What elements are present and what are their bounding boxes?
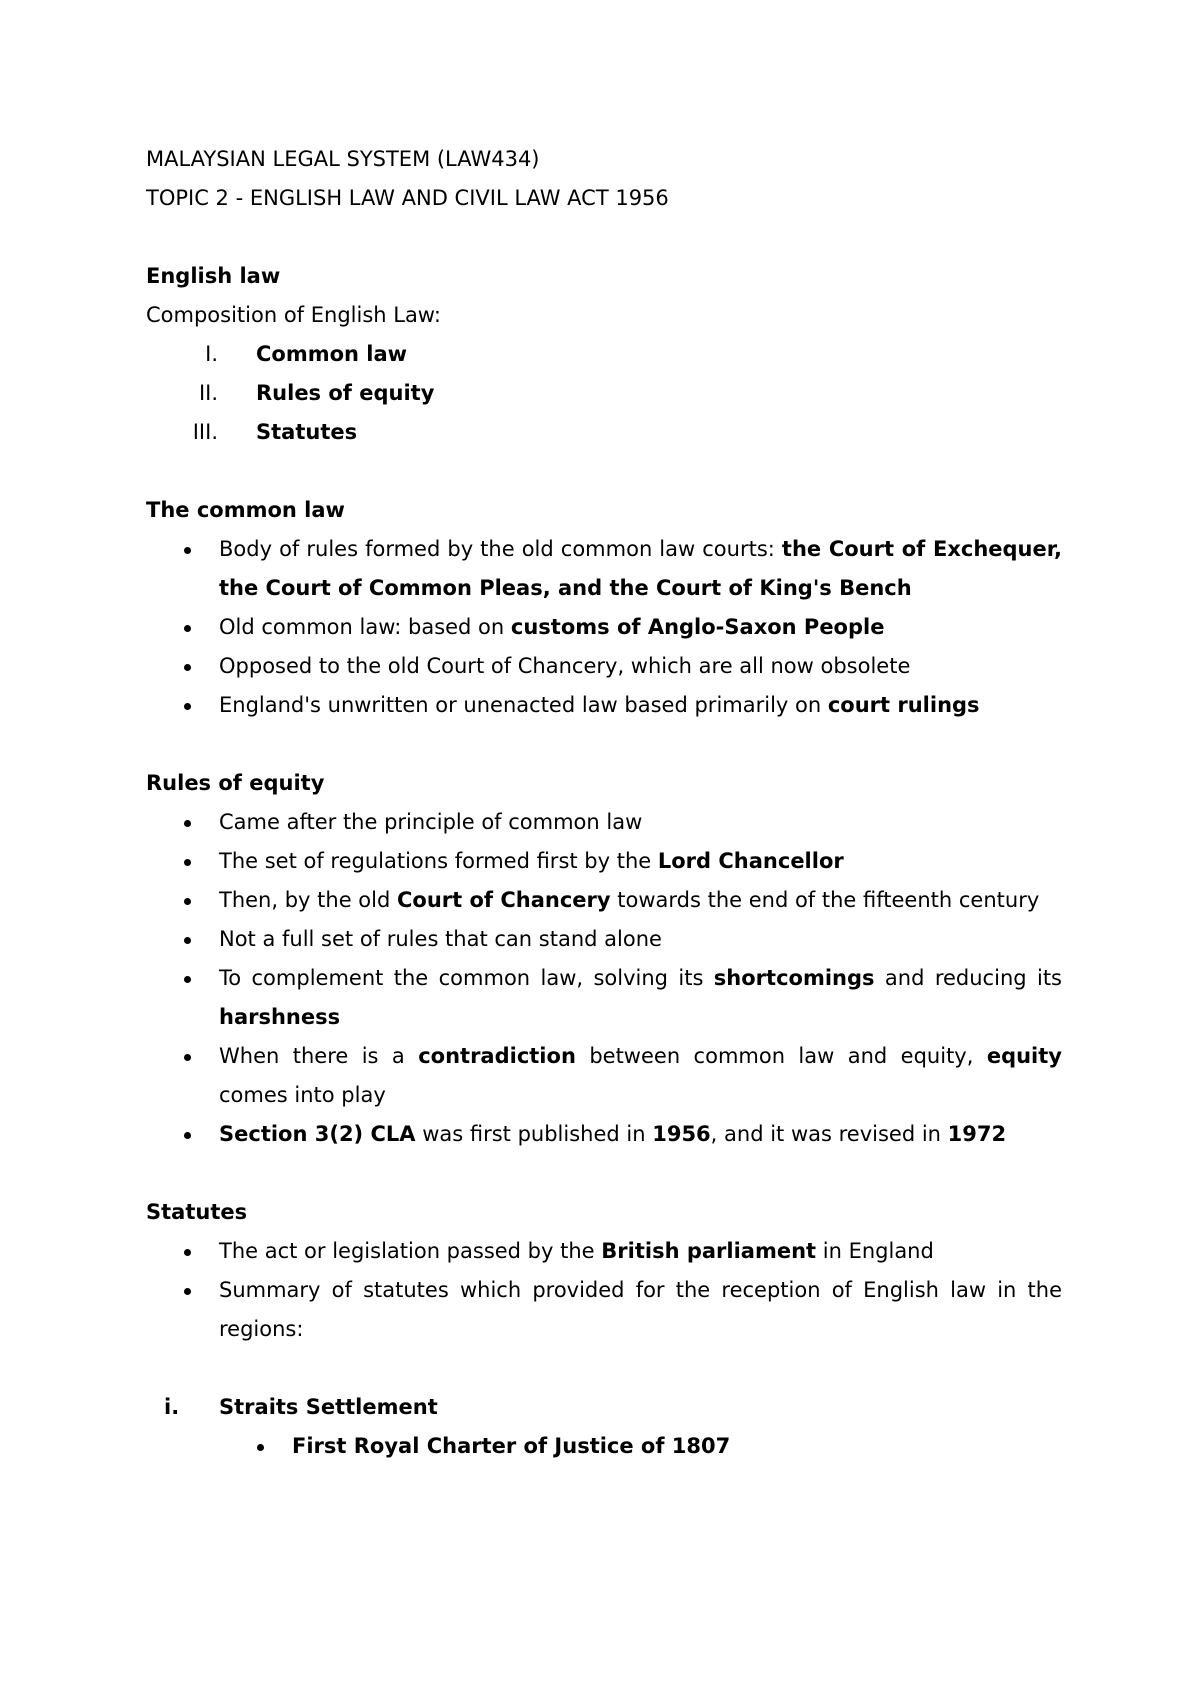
bullet-text: Then, by the old	[219, 888, 397, 912]
bullet-icon	[184, 898, 191, 905]
bullet-bold-text: Lord Chancellor	[657, 849, 844, 873]
bullet-bold-text: 1956	[652, 1122, 711, 1146]
bullet-icon	[184, 976, 191, 983]
bullet-item	[146, 881, 1062, 920]
bullet-item	[146, 920, 1062, 959]
bullet-text: The set of regulations formed first by the	[219, 849, 658, 873]
bullet-bold-text: customs of Anglo-Saxon People	[510, 615, 885, 639]
bullet-text: Came after the principle of common law	[219, 810, 643, 834]
bullet-item	[146, 686, 1062, 725]
document-title: MALAYSIAN LEGAL SYSTEM (LAW434)	[146, 147, 540, 171]
list-item	[146, 335, 1062, 374]
bullet-text: Not a full set of rules that can stand alone	[219, 927, 662, 951]
bullet-icon	[184, 547, 191, 554]
section-heading-english-law: English law	[146, 264, 281, 288]
spacer	[146, 1154, 1062, 1193]
document-page	[146, 140, 1062, 1466]
bullet-icon	[184, 937, 191, 944]
bullet-icon	[184, 625, 191, 632]
bullet-icon	[257, 1444, 264, 1451]
bullet-icon	[184, 703, 191, 710]
bullet-icon	[184, 820, 191, 827]
bullet-item	[146, 608, 1062, 647]
bullet-icon	[184, 1288, 191, 1295]
bullet-item	[146, 530, 1062, 608]
bullet-item	[146, 1232, 1062, 1271]
bullet-text: and reducing its	[874, 966, 1062, 990]
bullet-bold-text: Section 3(2) CLA	[219, 1122, 416, 1146]
bullet-icon	[184, 1249, 191, 1256]
sub-bullet-item	[146, 1427, 1062, 1466]
sub-list-label: Straits Settlement	[219, 1395, 438, 1419]
spacer	[146, 725, 1062, 764]
composition-intro: Composition of English Law:	[146, 303, 441, 327]
bullet-bold-text: 1972	[947, 1122, 1007, 1146]
bullet-bold-text: shortcomings	[713, 966, 875, 990]
bullet-item	[146, 803, 1062, 842]
bullet-text: To complement the common law, solving its	[219, 966, 714, 990]
bullet-icon	[184, 859, 191, 866]
list-label: Common law	[256, 342, 408, 366]
list-label: Statutes	[256, 420, 358, 444]
bullet-text: between common law and equity,	[575, 1044, 987, 1068]
list-label: Rules of equity	[256, 381, 435, 405]
bullet-text: comes into play	[219, 1083, 386, 1107]
sub-list-number: i.	[164, 1395, 180, 1419]
bullet-item	[146, 1271, 1062, 1349]
section-heading-equity: Rules of equity	[146, 771, 325, 795]
bullet-bold-text: contradiction	[418, 1044, 576, 1068]
document-topic: TOPIC 2 - ENGLISH LAW AND CIVIL LAW ACT 1956	[146, 186, 669, 210]
bullet-text: Old common law: based on	[219, 615, 511, 639]
bullet-text: England's unwritten or unenacted law based primarily on	[219, 693, 828, 717]
bullet-bold-text: the Court of Exchequer, the Court of Common Pleas, and the Court of King's Bench	[219, 537, 1062, 600]
bullet-text: Body of rules formed by the old common law courts:	[219, 537, 782, 561]
section-heading-statutes: Statutes	[146, 1200, 248, 1224]
bullet-bold-text: British parliament	[601, 1239, 817, 1263]
bullet-item	[146, 842, 1062, 881]
list-item	[146, 413, 1062, 452]
sub-bullet-text: First Royal Charter of Justice of 1807	[292, 1434, 731, 1458]
bullet-bold-text: harshness	[219, 1005, 341, 1029]
bullet-bold-text: court rulings	[827, 693, 980, 717]
spacer	[146, 452, 1062, 491]
list-number: II.	[198, 381, 218, 405]
bullet-icon	[184, 1054, 191, 1061]
spacer	[146, 1349, 1062, 1388]
bullet-bold-text: Court of Chancery	[396, 888, 611, 912]
bullet-text: , and it was revised in	[710, 1122, 948, 1146]
bullet-text: was first published in	[415, 1122, 653, 1146]
bullet-item	[146, 647, 1062, 686]
bullet-icon	[184, 664, 191, 671]
bullet-bold-text: equity	[986, 1044, 1062, 1068]
section-heading-common-law: The common law	[146, 498, 345, 522]
bullet-text: Opposed to the old Court of Chancery, which are all now obsolete	[219, 654, 911, 678]
spacer	[146, 218, 1062, 257]
bullet-item	[146, 1037, 1062, 1115]
bullet-text: When there is a	[219, 1044, 419, 1068]
bullet-text: towards the end of the fifteenth century	[610, 888, 1040, 912]
bullet-text: Summary of statutes which provided for the reception of English law in the regions:	[219, 1278, 1062, 1341]
list-number: I.	[205, 342, 218, 366]
bullet-item	[146, 1115, 1062, 1154]
bullet-icon	[184, 1132, 191, 1139]
sub-list-item	[146, 1388, 1062, 1427]
list-number: III.	[192, 420, 218, 444]
list-item	[146, 374, 1062, 413]
bullet-item	[146, 959, 1062, 1037]
bullet-text: The act or legislation passed by the	[219, 1239, 602, 1263]
bullet-text: in England	[816, 1239, 934, 1263]
